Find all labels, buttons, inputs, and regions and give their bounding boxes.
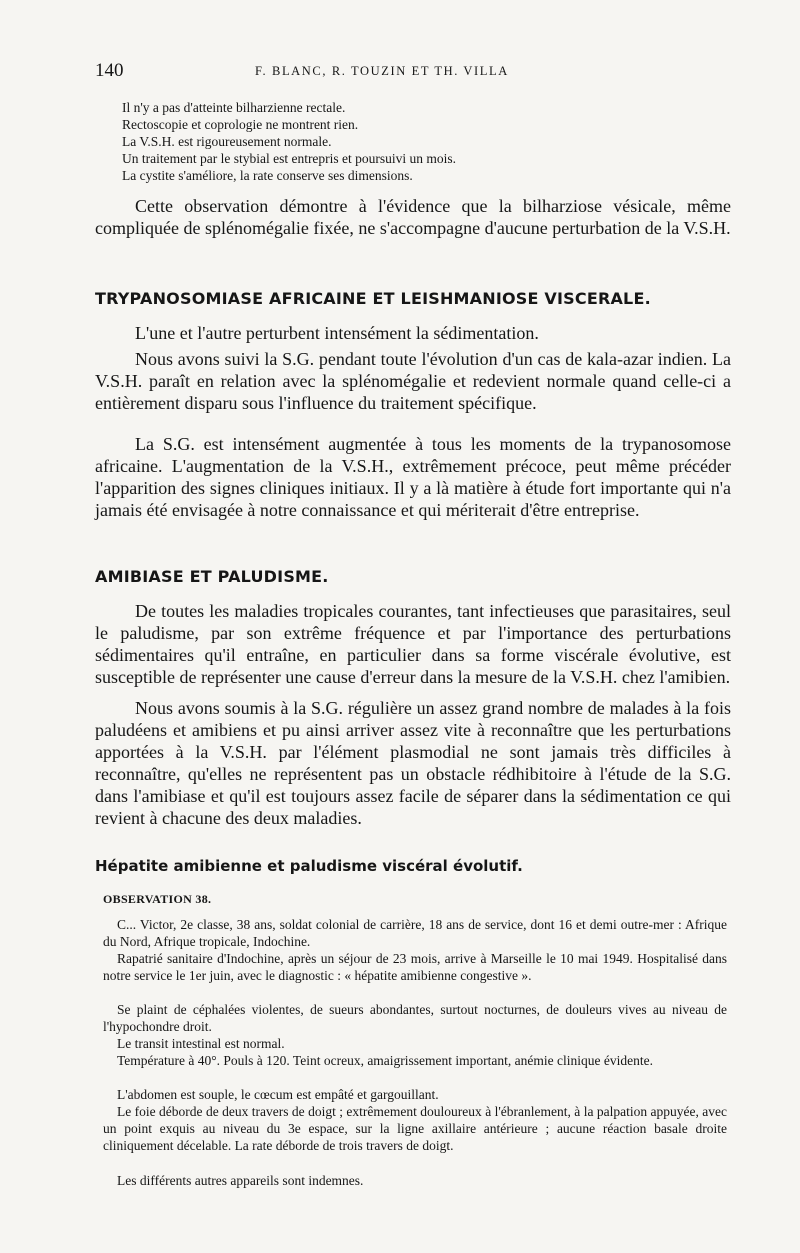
- conclusion-paragraph: Cette observation démontre à l'évidence que la bilharziose vésicale, même compliquée de splénomégalie fixée, ne s'accompagne d'aucune perturbation de la V.S.H.: [95, 196, 731, 238]
- case-paragraph: Se plaint de céphalées violentes, de sueurs abondantes, surtout nocturnes, de douleurs vives au niveau de l'hypochondre droit.: [103, 1002, 727, 1035]
- intro-line: Il n'y a pas d'atteinte bilharzienne rectale.: [122, 100, 346, 115]
- intro-line: Rectoscopie et coprologie ne montrent rien.: [122, 117, 359, 132]
- page-header: [95, 60, 730, 86]
- observation-label: OBSERVATION 38.: [103, 892, 212, 906]
- case-paragraph: Température à 40°. Pouls à 120. Teint ocreux, amaigrissement important, anémie clinique évidente.: [117, 1053, 653, 1068]
- intro-lines: [122, 99, 722, 184]
- case-paragraph: Rapatrié sanitaire d'Indochine, après un séjour de 23 mois, arrive à Marseille le 10 mai 1949. Hospitalisé dans notre service le 1er juin, avec le diagnostic : « hépatite amibienne congestive ».: [103, 951, 727, 984]
- body-paragraph: La S.G. est intensément augmentée à tous les moments de la trypanosomose africaine. L'augmentation de la V.S.H., extrêmement précoce, peut même précéder l'apparition des signes cliniques initiaux. Il y a là matière à étude fort importante qui n'a jamais été envisagée à notre connaissance et qui mériterait d'être entreprise.: [95, 434, 731, 520]
- case-paragraph: Le foie déborde de deux travers de doigt ; extrêmement douloureux à l'ébranlement, à la palpation appuyée, avec un point exquis au niveau du 3e espace, sur la ligne axillaire antérieure ; aucune réaction basale droite cliniquement décelable. La rate déborde de trois travers de doigt.: [103, 1104, 727, 1154]
- body-paragraph: De toutes les maladies tropicales courantes, tant infectieuses que parasitaires, seul le paludisme, par son extrême fréquence et par l'importance des perturbations sédimentaires qu'il entraîne, en particulier dans sa forme viscérale évolutive, est susceptible de représenter une cause d'erreur dans la mesure de la V.S.H. chez l'amibien.: [95, 601, 731, 687]
- section-heading-trypanosomiase: TRYPANOSOMIASE AFRICAINE ET LEISHMANIOSE VISCERALE.: [95, 289, 651, 308]
- intro-line: La cystite s'améliore, la rate conserve ses dimensions.: [122, 168, 413, 183]
- body-paragraph: L'une et l'autre perturbent intensément la sédimentation.: [135, 323, 539, 343]
- body-paragraph: Nous avons soumis à la S.G. régulière un assez grand nombre de malades à la fois paludéens et amibiens et pu ainsi arriver assez vite à reconnaître que les perturbations apportées à la V.S.H. par l'élément plasmodial ne sont jamais très difficiles à reconnaître, qu'elles ne représentent pas un obstacle rédhibitoire à l'étude de la S.G. dans l'amibiase et qu'il est toujours assez facile de séparer dans la sédimentation ce qui revient à chacune des deux maladies.: [95, 698, 731, 828]
- body-paragraph: Nous avons suivi la S.G. pendant toute l'évolution d'un cas de kala-azar indien. La V.S.H. paraît en relation avec la splénomégalie et redevient normale quand celle-ci a entièrement disparu sous l'influence du traitement spécifique.: [95, 349, 731, 413]
- case-paragraph: L'abdomen est souple, le cœcum est empâté et gargouillant.: [117, 1087, 439, 1102]
- case-paragraph: C... Victor, 2e classe, 38 ans, soldat colonial de carrière, 18 ans de service, dont 16 et demi outre-mer : Afrique du Nord, Afrique tropicale, Indochine.: [103, 917, 727, 950]
- subsection-heading: Hépatite amibienne et paludisme viscéral évolutif.: [95, 857, 523, 875]
- case-paragraph: Les différents autres appareils sont indemnes.: [117, 1173, 364, 1188]
- case-paragraph: Le transit intestinal est normal.: [117, 1036, 285, 1051]
- running-title: F. BLANC, R. TOUZIN ET TH. VILLA: [255, 64, 509, 78]
- intro-line: Un traitement par le stybial est entrepris et poursuivi un mois.: [122, 151, 457, 166]
- section-heading-amibiase: AMIBIASE ET PALUDISME.: [95, 567, 329, 586]
- page-number: 140: [95, 60, 124, 81]
- intro-line: La V.S.H. est rigoureusement normale.: [122, 134, 332, 149]
